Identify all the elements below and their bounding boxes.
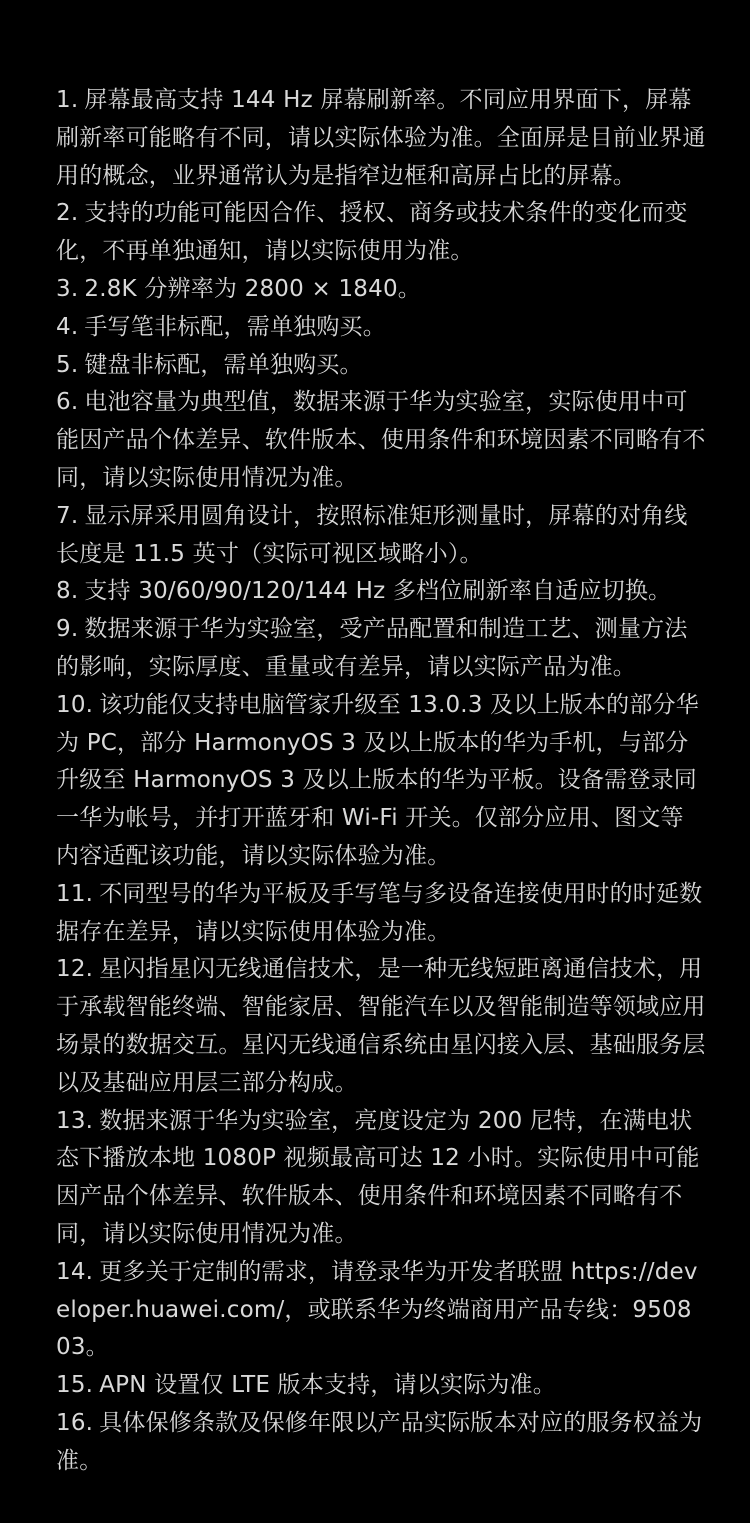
footnote-text: 该功能仅支持电脑管家升级至 13.0.3 及以上版本的部分华为 PC，部分 HarmonyOS 3 及以上版本的华为手机，与部分升级至 HarmonyOS 3 及以上版本的华为平板。设备需登录同一华为帐号，并打开蓝牙和 Wi-Fi 开关。仅部分应用、图文等内容适配该功能，请以实际体验为准。 [56,691,699,869]
footnote-number: 7. [56,502,79,529]
footnote-item-2 [56,195,706,271]
footnote-number: 8. [56,578,79,605]
footnote-list [56,82,706,1480]
footnote-text: 更多关于定制的需求，请登录华为开发者联盟 https://developer.huawei.com/，或联系华为终端商用产品专线：950803。 [56,1258,698,1361]
footnote-item-11 [56,876,706,952]
footnote-text: APN 设置仅 LTE 版本支持，请以实际为准。 [99,1372,556,1399]
footnote-text: 具体保修条款及保修年限以产品实际版本对应的服务权益为准。 [56,1409,703,1474]
footnote-text: 星闪指星闪无线通信技术，是一种无线短距离通信技术，用于承载智能终端、智能家居、智能汽车以及智能制造等领域应用场景的数据交互。星闪无线通信系统由星闪接入层、基础服务层以及基础应用层三部分构成。 [56,956,706,1096]
footnote-number: 9. [56,616,79,643]
footnote-text: 不同型号的华为平板及手写笔与多设备连接使用时的时延数据存在差异，请以实际使用体验为准。 [56,880,703,945]
footnote-number: 2. [56,200,79,227]
footnote-number: 4. [56,313,79,340]
footnote-item-14 [56,1254,706,1367]
footnote-number: 3. [56,275,79,302]
footnote-number: 15. [56,1372,94,1399]
footnote-text: 支持的功能可能因合作、授权、商务或技术条件的变化而变化，不再单独通知，请以实际使用为准。 [56,200,688,265]
footnote-number: 10. [56,691,94,718]
footnote-number: 12. [56,956,94,983]
footnote-text: 数据来源于华为实验室，受产品配置和制造工艺、测量方法的影响，实际厚度、重量或有差异，请以实际产品为准。 [56,616,688,680]
footnote-item-4 [56,309,706,347]
footnote-item-5 [56,347,706,385]
footnote-text: 手写笔非标配，需单独购买。 [84,313,386,340]
footnote-text: 显示屏采用圆角设计，按照标准矩形测量时，屏幕的对角线长度是 11.5 英寸（实际可视区域略小）。 [56,502,688,567]
footnote-item-13 [56,1103,706,1254]
footnote-text: 屏幕最高支持 144 Hz 屏幕刷新率。不同应用界面下，屏幕刷新率可能略有不同，请以实际体验为准。全面屏是目前业界通用的概念，业界通常认为是指窄边框和高屏占比的屏幕。 [56,87,706,189]
footnote-item-16 [56,1405,706,1481]
footnote-number: 5. [56,351,79,378]
footnote-text: 数据来源于华为实验室，亮度设定为 200 尼特，在满电状态下播放本地 1080P 视频最高可达 12 小时。实际使用中可能因产品个体差异、软件版本、使用条件和环境因素不同略有不同，请以实际使用情况为准。 [56,1107,700,1247]
footnote-item-8 [56,573,706,611]
footnote-item-3 [56,271,706,309]
footnote-item-12 [56,951,706,1102]
footnote-number: 1. [56,87,79,113]
footnote-text: 2.8K 分辨率为 2800 × 1840。 [84,275,422,302]
footnote-item-6 [56,384,706,497]
footnote-item-15 [56,1367,706,1405]
footnote-number: 13. [56,1107,94,1134]
footnote-text: 电池容量为典型值，数据来源于华为实验室，实际使用中可能因产品个体差异、软件版本、使用条件和环境因素不同略有不同，请以实际使用情况为准。 [56,389,706,491]
footnote-number: 16. [56,1409,94,1436]
footnote-item-9 [56,611,706,687]
footnote-item-1 [56,82,706,195]
footnote-number: 11. [56,880,94,907]
footnote-item-10 [56,687,706,876]
footnote-text: 键盘非标配，需单独购买。 [84,351,363,378]
footnote-number: 6. [56,389,79,416]
footnote-text: 支持 30/60/90/120/144 Hz 多档位刷新率自适应切换。 [84,578,672,605]
footnote-item-7 [56,498,706,574]
footnote-number: 14. [56,1258,94,1285]
